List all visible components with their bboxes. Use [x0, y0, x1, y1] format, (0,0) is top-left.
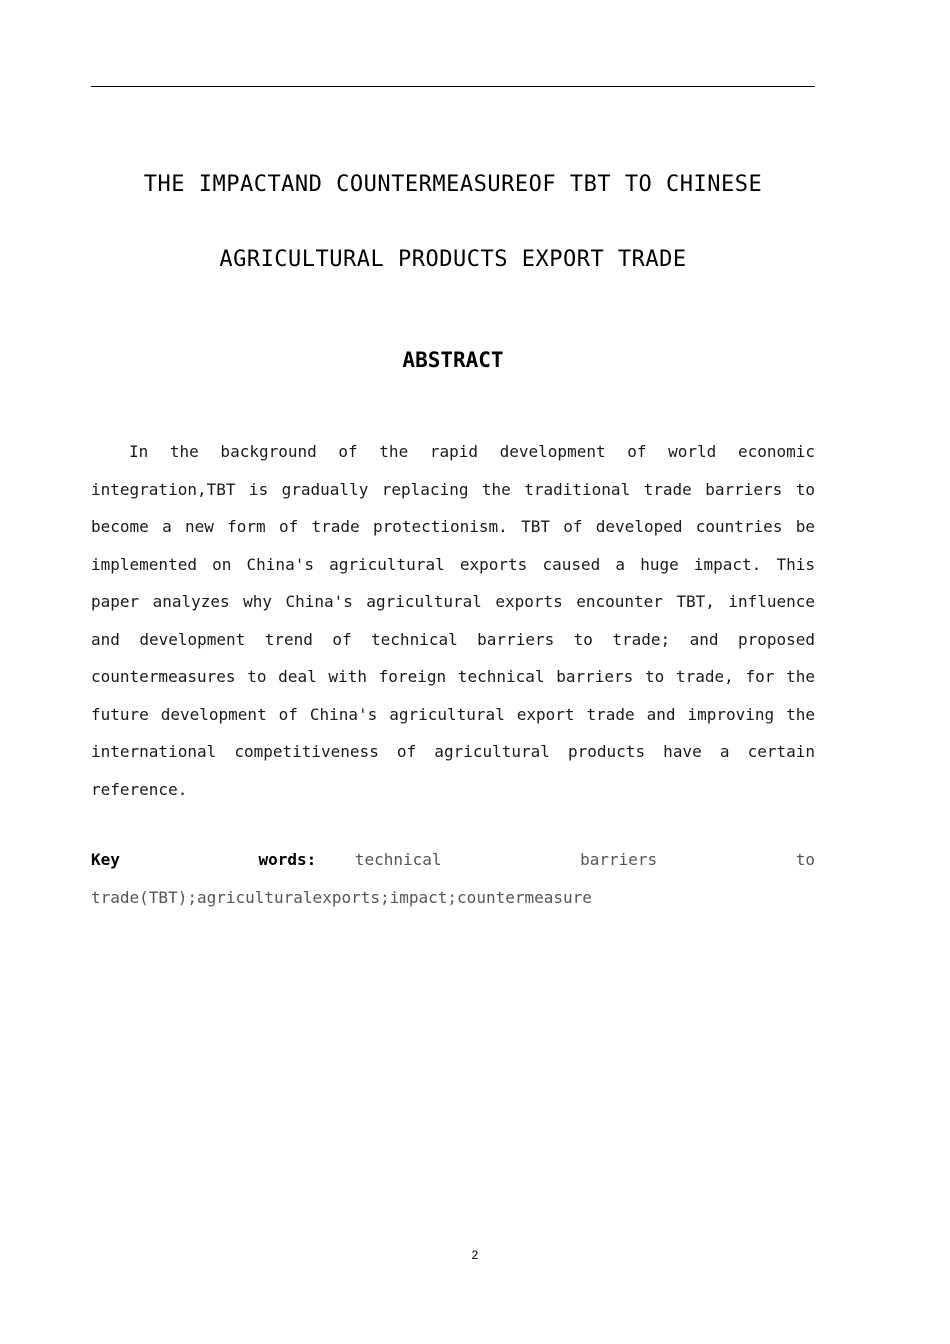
abstract-heading: ABSTRACT: [402, 348, 504, 372]
keywords-paragraph: [91, 841, 815, 916]
document-title-line-2: AGRICULTURAL PRODUCTS EXPORT TRADE: [219, 247, 687, 272]
keywords-text: technical barriers to trade(TBT);agriculturalexports;impact;countermeasure: [91, 850, 815, 907]
header-rule: [91, 86, 815, 87]
document-title-line-1: THE IMPACTAND COUNTERMEASUREOF TBT TO CHINESE: [143, 172, 763, 197]
keywords-label: Key words:: [91, 850, 317, 869]
abstract-body: In the background of the rapid development of world economic integration,TBT is gradually replacing the traditional trade barriers to become a new form of trade protectionism. TBT of developed countries be implemented on China's agricultural exports caused a huge impact. This paper analyzes why China's agricultural exports encounter TBT, influence and development trend of technical barriers to trade; and proposed countermeasures to deal with foreign technical barriers to trade, for the future development of China's agricultural export trade and improving the international competitiveness of agricultural products have a certain reference.: [91, 442, 815, 799]
page-number: 2: [471, 1248, 479, 1262]
